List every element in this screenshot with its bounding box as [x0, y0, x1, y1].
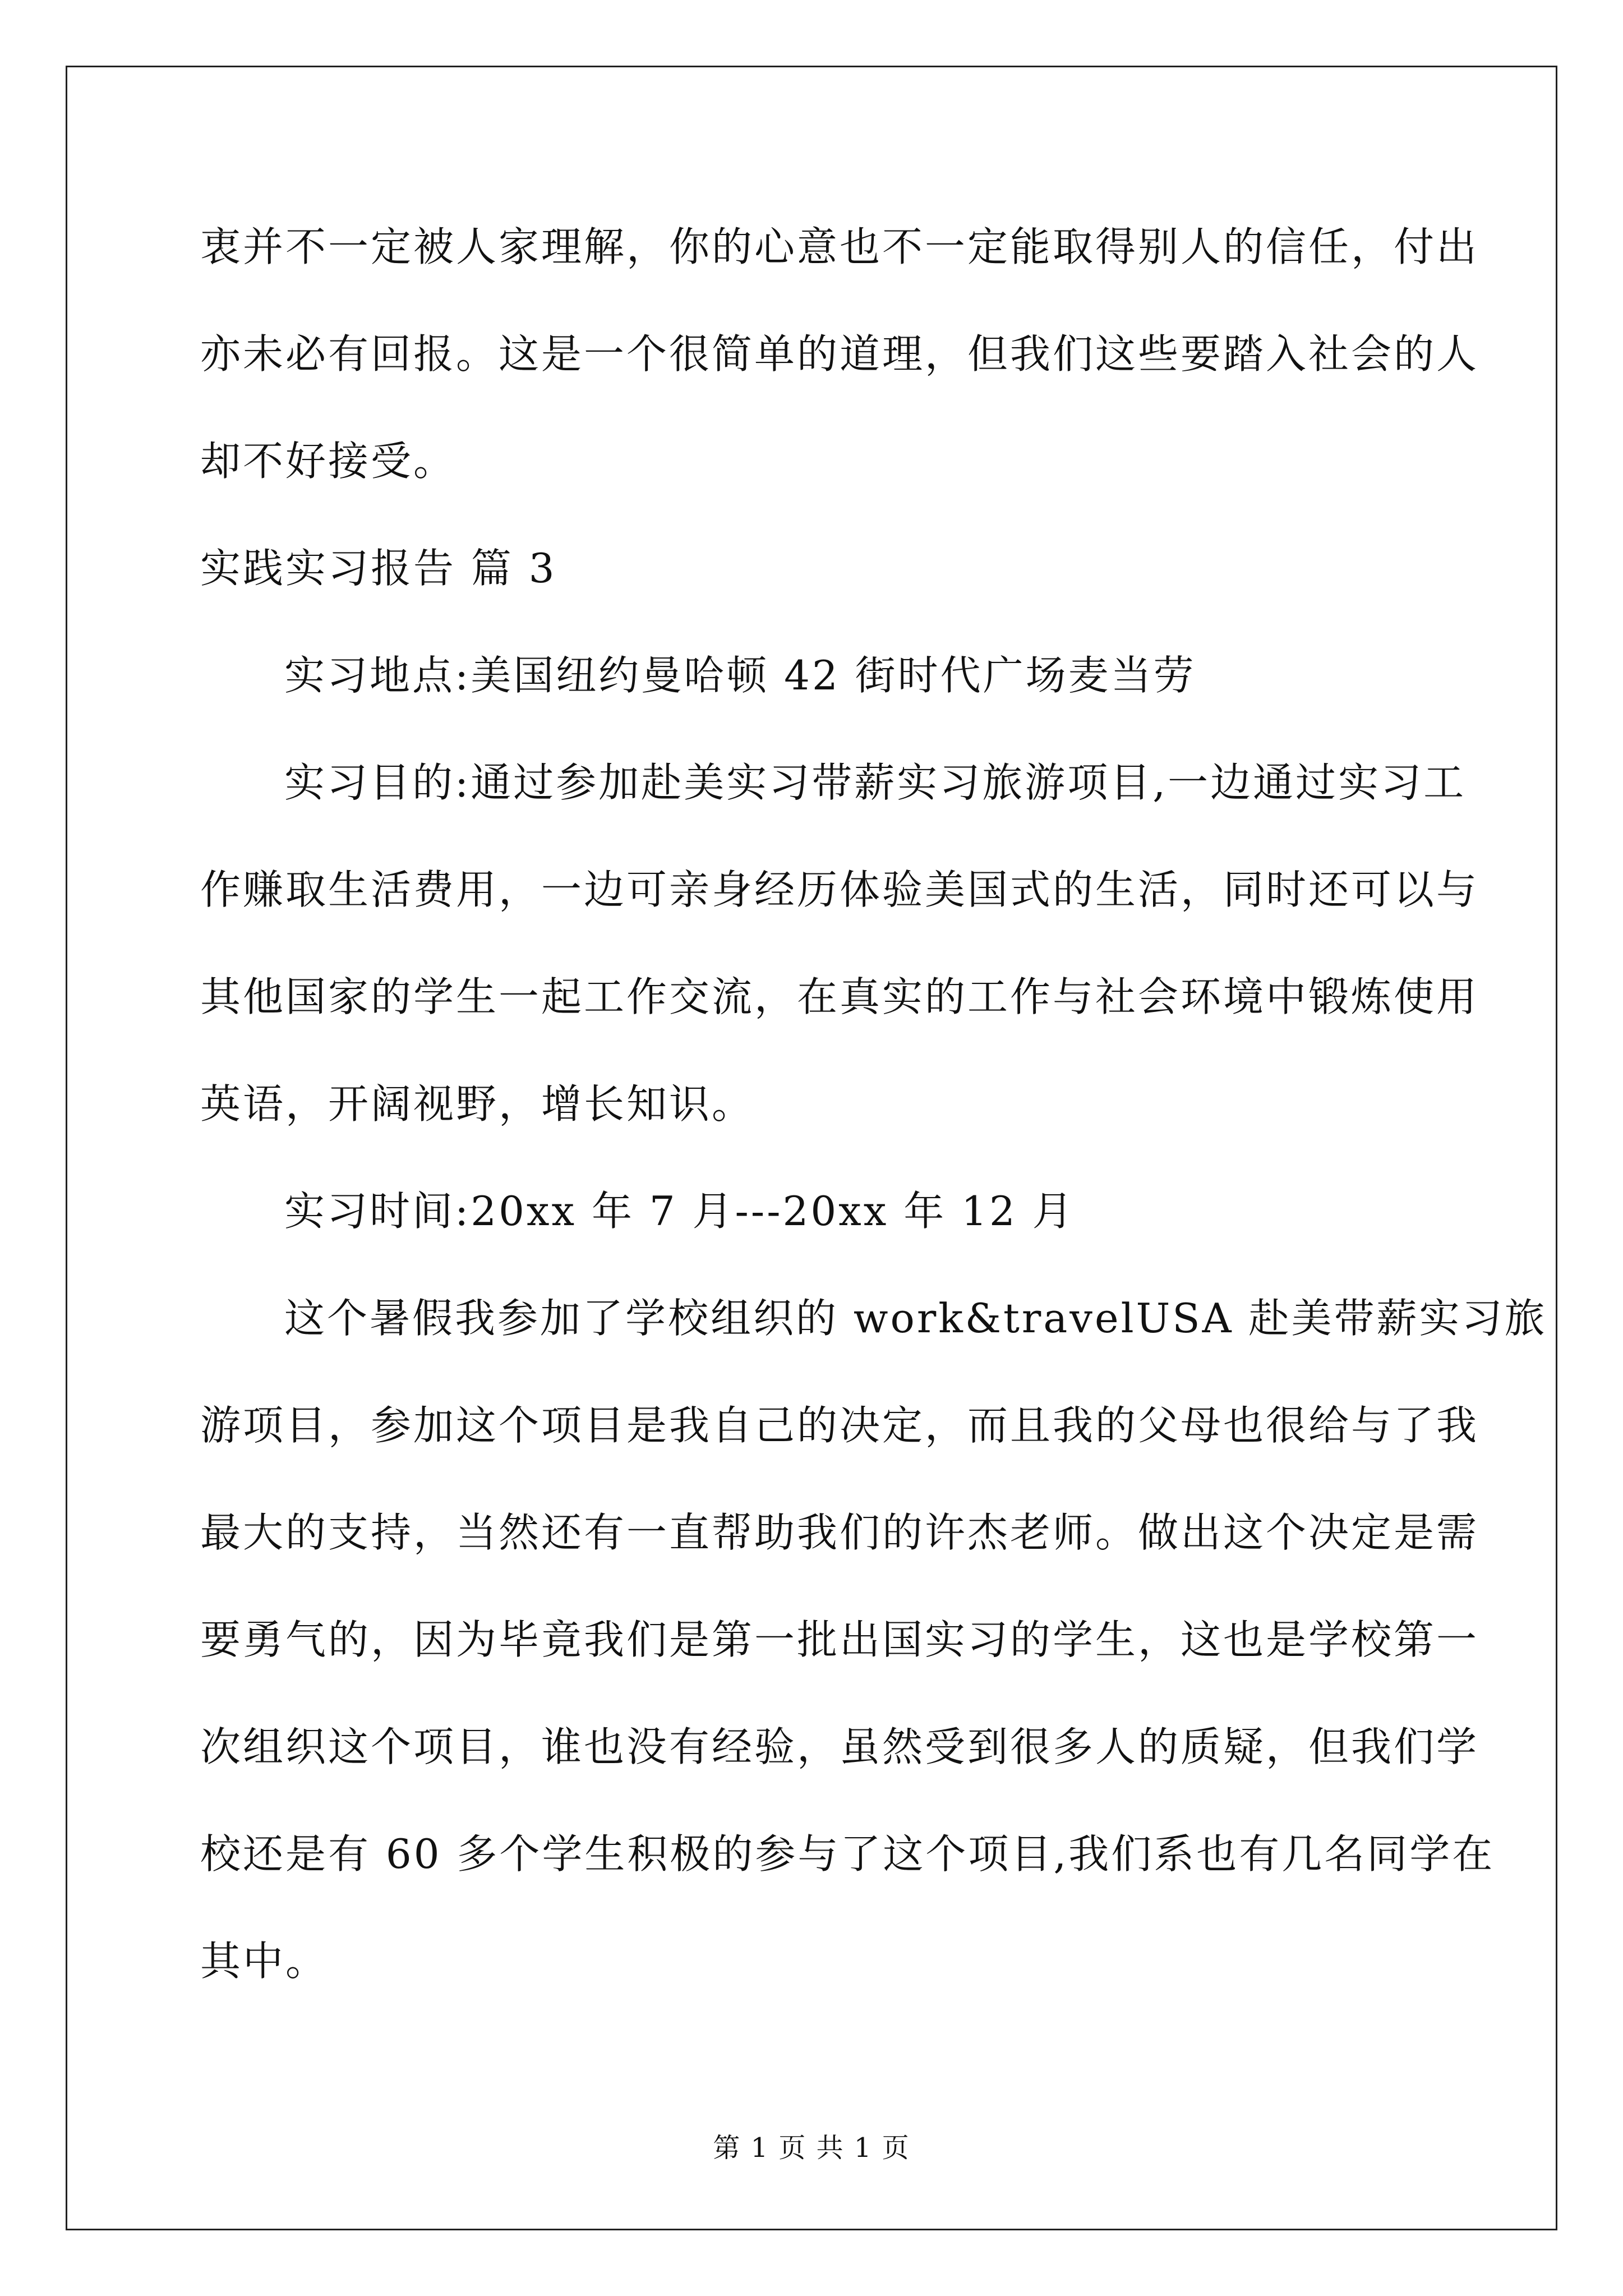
page-footer: 第 1 页 共 1 页	[713, 2132, 910, 2164]
text-line: 最大的支持，当然还有一直帮助我们的许杰老师。做出这个决定是需	[200, 1509, 1479, 1556]
text-line: 校还是有 60 多个学生积极的参与了这个项目,我们系也有几名同学在	[200, 1830, 1495, 1878]
text-line: 其中。	[200, 1938, 329, 1985]
text-line: 实习目的:通过参加赴美实习带薪实习旅游项目,一边通过实习工	[284, 759, 1467, 806]
text-line: 这个暑假我参加了学校组织的 work&travelUSA 赴美带薪实习旅	[284, 1295, 1547, 1342]
text-line: 其他国家的学生一起工作交流，在真实的工作与社会环境中锻炼使用	[200, 973, 1479, 1020]
section-heading: 实践实习报告 篇 3	[200, 545, 557, 592]
text-line: 游项目，参加这个项目是我自己的决定，而且我的父母也很给与了我	[200, 1402, 1479, 1449]
text-line: 英语，开阔视野，增长知识。	[200, 1080, 755, 1128]
text-line: 衷并不一定被人家理解，你的心意也不一定能取得别人的信任，付出	[200, 223, 1479, 270]
text-line: 作赚取生活费用，一边可亲身经历体验美国式的生活，同时还可以与	[200, 866, 1479, 913]
text-line: 实习地点:美国纽约曼哈顿 42 街时代广场麦当劳	[284, 652, 1196, 699]
text-line: 要勇气的，因为毕竟我们是第一批出国实习的学生，这也是学校第一	[200, 1616, 1479, 1663]
document-body	[200, 194, 1547, 2015]
text-line: 次组织这个项目，谁也没有经验，虽然受到很多人的质疑，但我们学	[200, 1723, 1479, 1770]
text-line: 却不好接受。	[200, 438, 457, 485]
text-line: 亦未必有回报。这是一个很简单的道理，但我们这些要踏入社会的人	[200, 330, 1479, 378]
text-line: 实习时间:20xx 年 7 月---20xx 年 12 月	[284, 1188, 1075, 1235]
